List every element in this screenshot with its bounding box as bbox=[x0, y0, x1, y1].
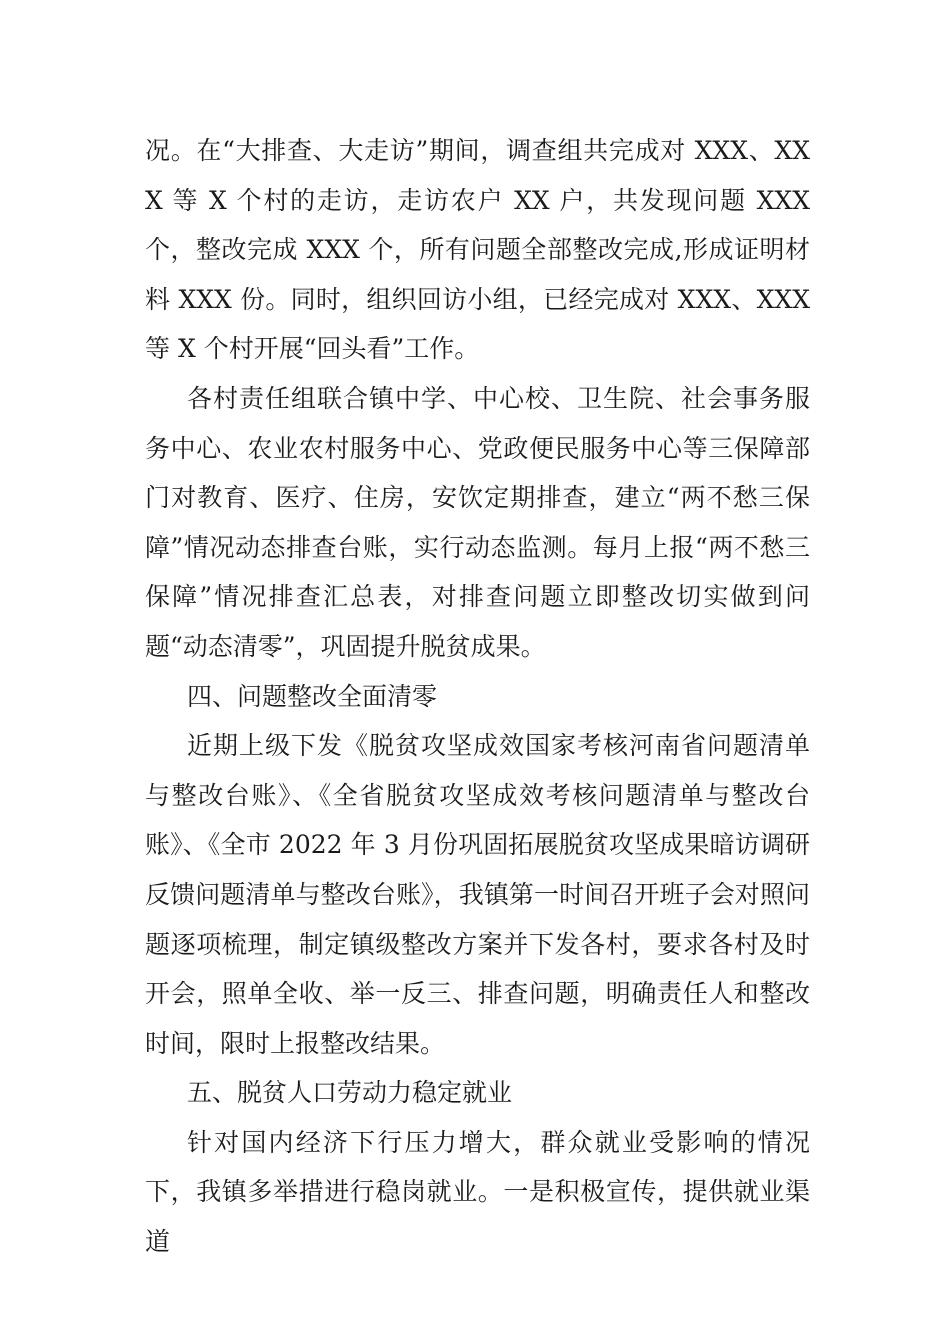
paragraph-two-worries-three-guarantees: 各村责任组联合镇中学、中心校、卫生院、社会事务服务中心、农业农村服务中心、党政便民服务中心等三保障部门对教育、医疗、住房，安饮定期排查，建立“两不愁三保障”情况动态排查台账，实行动态监测。每月上报“两不愁三保障”情况排查汇总表，对排查问题立即整改切实做到问题“动态清零”，巩固提升脱贫成果。 bbox=[145, 383, 810, 661]
section-heading-4: 四、问题整改全面清零 bbox=[187, 681, 438, 711]
document-body bbox=[145, 126, 810, 1267]
paragraph-rectification-ledger: 近期上级下发《脱贫攻坚成效国家考核河南省问题清单与整改台账》、《全省脱贫攻坚成效考核问题清单与整改台账》、《全市 2022 年 3 月份巩固拓展脱贫攻坚成果暗访调研反馈问题清单与整改台账》，我镇第一时间召开班子会对照问题逐项梳理，制定镇级整改方案并下发各村，要求各村及时开会，照单全收、举一反三、排查问题，明确责任人和整改时间，限时上报整改结果。 bbox=[145, 731, 810, 1058]
paragraph-stable-employment: 针对国内经济下行压力增大，群众就业受影响的情况下，我镇多举措进行稳岗就业。一是积极宣传，提供就业渠道 bbox=[145, 1127, 810, 1257]
paragraph-village-visits: 况。在“大排查、大走访”期间，调查组共完成对 XXX、XXX 等 X 个村的走访，走访农户 XX 户，共发现问题 XXX 个，整改完成 XXX 个，所有问题全部整改完成,形成证明材料 XXX 份。同时，组织回访小组，已经完成对 XXX、XXX 等 X 个村开展“回头看”工作。 bbox=[145, 136, 810, 364]
section-heading-5: 五、脱贫人口劳动力稳定就业 bbox=[187, 1078, 513, 1108]
